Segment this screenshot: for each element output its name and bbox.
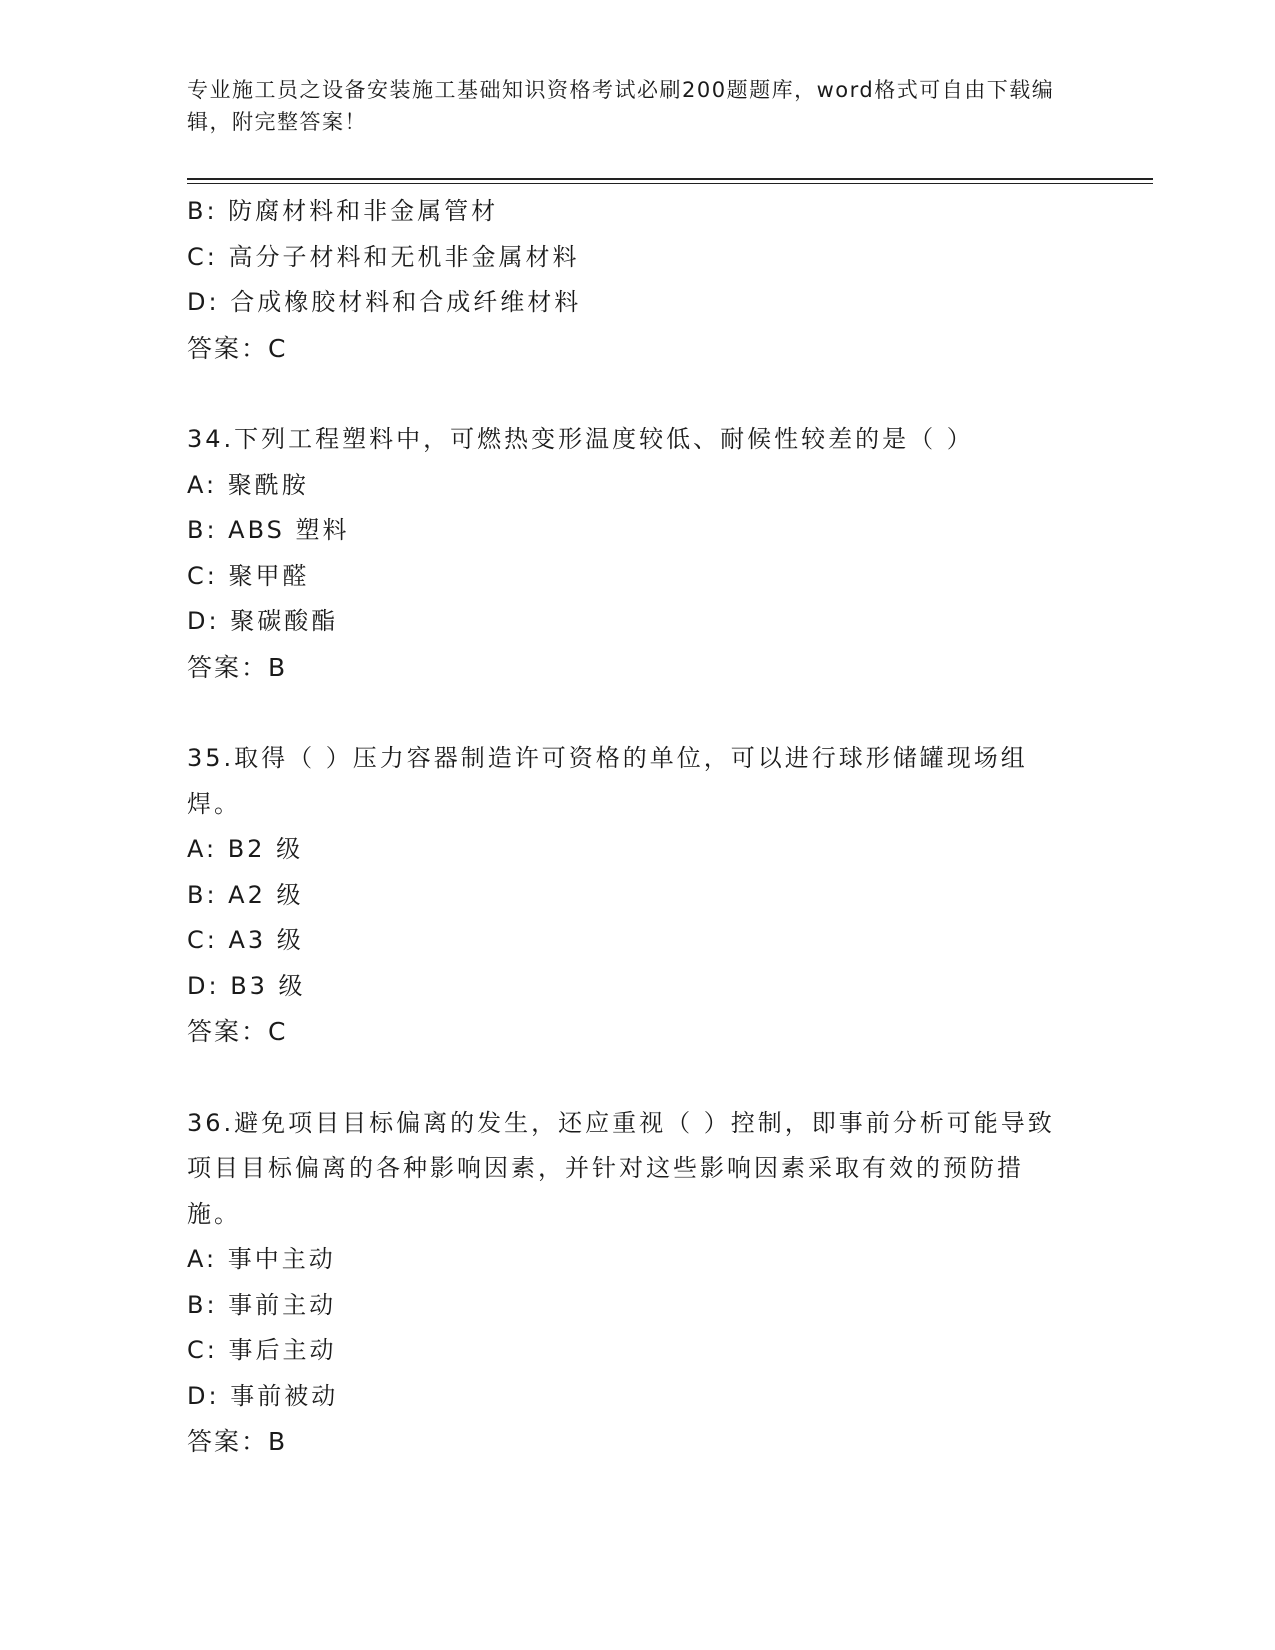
option-a: A: B2 级: [187, 835, 304, 863]
answer: 答案：C: [187, 1017, 288, 1046]
option-a: A: 聚酰胺: [187, 470, 309, 499]
question-36: [187, 1101, 1067, 1465]
question-text: 36.避免项目目标偏离的发生，还应重视（ ）控制，即事前分析可能导致项目目标偏离的各种影响因素，并针对这些影响因素采取有效的预防措施。: [187, 1108, 1055, 1228]
option-a: A: 事中主动: [187, 1245, 336, 1273]
option-c: C: 事后主动: [187, 1336, 337, 1364]
option-b: B: 防腐材料和非金属管材: [187, 197, 499, 225]
option-c: C: 聚甲醛: [187, 561, 310, 590]
question-34: [187, 417, 1067, 690]
option-d: D: 事前被动: [187, 1381, 339, 1410]
option-b: B: ABS 塑料: [187, 516, 350, 544]
question-text: 35.取得（ ）压力容器制造许可资格的单位，可以进行球形储罐现场组焊。: [187, 744, 1028, 818]
question-text: 34.下列工程塑料中，可燃热变形温度较低、耐候性较差的是（ ）: [187, 425, 974, 453]
option-d: D: 合成橡胶材料和合成纤维材料: [187, 288, 582, 316]
option-c: C: 高分子材料和无机非金属材料: [187, 242, 580, 271]
option-d: D: B3 级: [187, 971, 306, 1000]
answer: 答案：B: [187, 1427, 288, 1456]
option-d: D: 聚碳酸酯: [187, 607, 339, 635]
header-divider: [187, 178, 1153, 184]
answer: 答案：C: [187, 333, 288, 363]
page-header: 专业施工员之设备安装施工基础知识资格考试必刷200题题库，word格式可自由下载编辑，附完整答案！: [187, 78, 1055, 134]
question-list: [187, 189, 1067, 1465]
option-b: B: A2 级: [187, 880, 304, 909]
option-b: B: 事前主动: [187, 1290, 337, 1319]
question-33-tail: [187, 189, 1067, 371]
option-c: C: A3 级: [187, 926, 304, 954]
answer: 答案：B: [187, 652, 288, 682]
question-35: [187, 736, 1067, 1055]
